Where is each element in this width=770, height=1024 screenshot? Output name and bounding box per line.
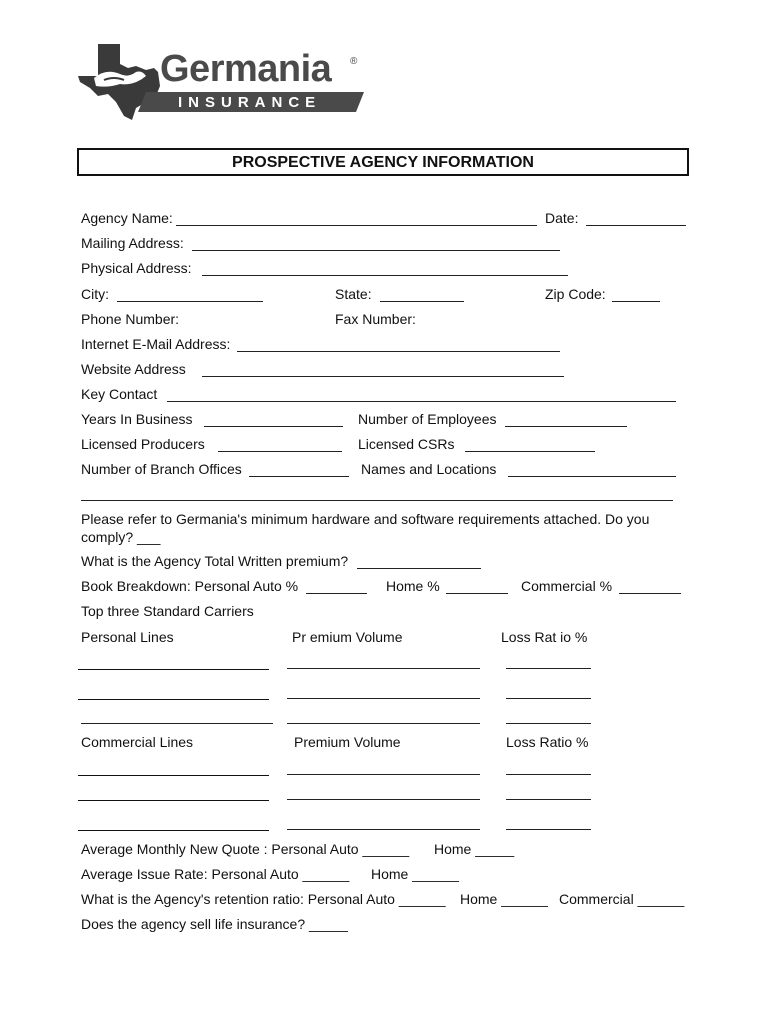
brand-name: Germania [160, 48, 332, 90]
book-breakdown-label: Book Breakdown: Personal Auto % [81, 578, 299, 594]
names-locations-line[interactable] [508, 476, 676, 477]
personal-volume-3[interactable] [287, 723, 480, 724]
city-line[interactable] [117, 301, 263, 302]
city-label: City: [81, 286, 109, 302]
personal-auto-pct-line[interactable] [306, 593, 367, 594]
zip-label: Zip Code: [545, 286, 606, 302]
key-contact-label: Key Contact [81, 386, 158, 402]
website-label: Website Address [81, 361, 186, 377]
branch-offices-line[interactable] [249, 476, 349, 477]
personal-line-2[interactable] [78, 699, 269, 700]
home-pct-label: Home % [386, 578, 440, 594]
commercial-lines-header: Commercial Lines [81, 734, 194, 750]
commercial-line-3[interactable] [78, 830, 269, 831]
date-line[interactable] [586, 225, 686, 226]
physical-address-label: Physical Address: [81, 260, 192, 276]
commercial-ratio-1[interactable] [506, 774, 591, 775]
personal-line-1[interactable] [78, 669, 269, 670]
hardware-question-line2: comply? ___ [81, 529, 161, 545]
email-label: Internet E-Mail Address: [81, 336, 231, 352]
fax-label: Fax Number: [335, 311, 416, 327]
years-line[interactable] [204, 426, 343, 427]
personal-ratio-1[interactable] [506, 668, 591, 669]
total-premium-line[interactable] [357, 568, 481, 569]
zip-line[interactable] [612, 301, 660, 302]
commercial-loss-ratio-header: Loss Ratio % [506, 734, 589, 750]
carriers-label: Top three Standard Carriers [81, 603, 254, 619]
commercial-premium-volume-header: Premium Volume [294, 734, 401, 750]
date-label: Date: [545, 210, 579, 226]
issue-rate-home-label: Home ______ [371, 866, 459, 882]
hardware-question-line1: Please refer to Germania's minimum hardware and software requirements attached. Do you [81, 511, 650, 527]
website-line[interactable] [202, 376, 564, 377]
email-line[interactable] [237, 351, 560, 352]
key-contact-line[interactable] [167, 401, 676, 402]
home-pct-line[interactable] [446, 593, 508, 594]
commercial-line-1[interactable] [78, 775, 269, 776]
personal-lines-header: Personal Lines [81, 629, 174, 645]
form-title: PROSPECTIVE AGENCY INFORMATION [232, 154, 534, 171]
retention-label: What is the Agency's retention ratio: Personal Auto ______ [81, 891, 446, 907]
personal-premium-volume-header: Pr emium Volume [292, 629, 403, 645]
state-line[interactable] [380, 301, 464, 302]
total-premium-label: What is the Agency Total Written premium? [81, 553, 349, 569]
personal-loss-ratio-header: Loss Rat io % [501, 629, 588, 645]
commercial-volume-3[interactable] [287, 829, 480, 830]
branch-offices-label: Number of Branch Offices [81, 461, 242, 477]
commercial-pct-line[interactable] [619, 593, 681, 594]
personal-volume-2[interactable] [287, 698, 480, 699]
personal-ratio-2[interactable] [506, 698, 591, 699]
physical-address-line[interactable] [202, 275, 568, 276]
producers-label: Licensed Producers [81, 436, 205, 452]
names-locations-continuation-line[interactable] [81, 500, 673, 501]
retention-home-label: Home ______ [460, 891, 548, 907]
commercial-ratio-2[interactable] [506, 799, 591, 800]
state-label: State: [335, 286, 372, 302]
brand-sub: INSURANCE [178, 94, 322, 111]
form-title-box [77, 148, 689, 176]
csrs-line[interactable] [465, 451, 595, 452]
registered-mark: ® [350, 56, 358, 67]
employees-line[interactable] [505, 426, 627, 427]
mailing-address-label: Mailing Address: [81, 235, 184, 251]
csrs-label: Licensed CSRs [358, 436, 455, 452]
issue-rate-label: Average Issue Rate: Personal Auto ______ [81, 866, 350, 882]
phone-label: Phone Number: [81, 311, 180, 327]
employees-label: Number of Employees [358, 411, 497, 427]
commercial-ratio-3[interactable] [506, 829, 591, 830]
commercial-line-2[interactable] [78, 800, 269, 801]
commercial-volume-2[interactable] [287, 799, 480, 800]
personal-volume-1[interactable] [287, 668, 480, 669]
retention-commercial-label: Commercial ______ [559, 891, 685, 907]
mailing-address-line[interactable] [192, 250, 560, 251]
personal-ratio-3[interactable] [506, 723, 591, 724]
agency-name-label: Agency Name: [81, 210, 173, 226]
agency-name-line[interactable] [176, 225, 537, 226]
producers-line[interactable] [218, 451, 342, 452]
personal-line-3[interactable] [81, 723, 273, 724]
monthly-quote-home-label: Home _____ [434, 841, 515, 857]
names-locations-label: Names and Locations [361, 461, 497, 477]
commercial-pct-label: Commercial % [521, 578, 613, 594]
life-insurance-label: Does the agency sell life insurance? _____ [81, 916, 348, 932]
germania-logo [76, 42, 366, 124]
years-label: Years In Business [81, 411, 193, 427]
monthly-quote-label: Average Monthly New Quote : Personal Auto ______ [81, 841, 410, 857]
commercial-volume-1[interactable] [287, 774, 480, 775]
